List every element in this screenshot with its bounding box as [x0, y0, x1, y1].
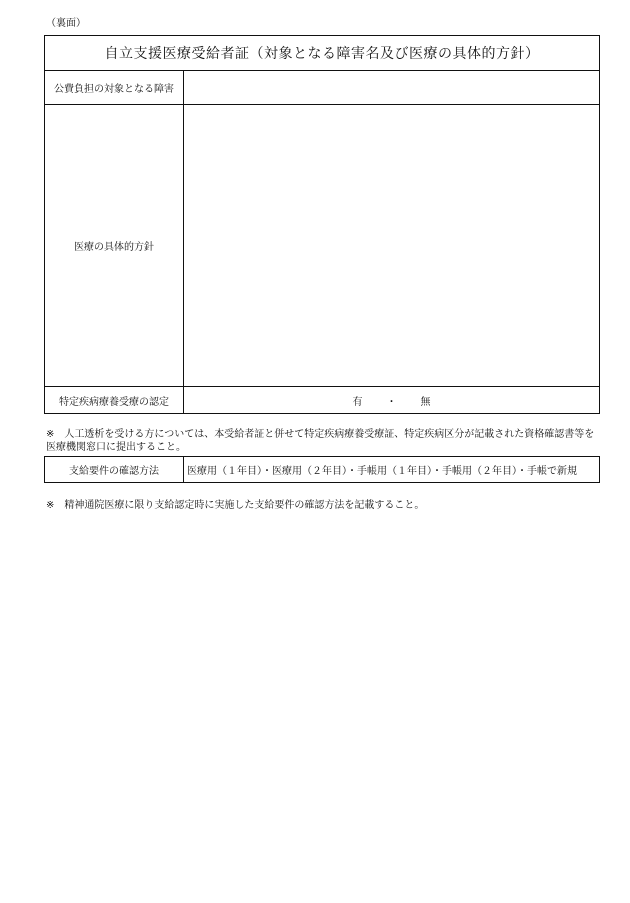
- table-row-treatment-policy: [45, 105, 599, 387]
- disability-label: 公費負担の対象となる障害: [45, 70, 184, 104]
- table-title: 自立支援医療受給者証（対象となる障害名及び医療の具体的方針）: [45, 36, 599, 71]
- dialysis-note: [46, 428, 602, 454]
- confirmation-method-label: 支給要件の確認方法: [45, 457, 184, 482]
- table-row-disability: [45, 70, 599, 105]
- specific-disease-label: 特定疾病療養受療の認定: [45, 387, 184, 413]
- yes-no-choice: [353, 393, 431, 408]
- treatment-policy-value: [184, 105, 599, 386]
- psychiatric-note: [46, 499, 424, 512]
- no-option: 無: [420, 396, 431, 408]
- specific-disease-value: [184, 387, 599, 413]
- table-row-specific-disease: [45, 387, 599, 413]
- disability-value: [184, 70, 599, 104]
- note-mark: ※: [46, 429, 55, 440]
- yes-option: 有: [352, 396, 363, 408]
- treatment-policy-label: 医療の具体的方針: [45, 105, 184, 386]
- confirmation-method-value: 医療用（１年目）・医療用（２年目）・手帳用（１年目）・手帳用（２年目）・手帳で新規: [187, 466, 577, 477]
- confirmation-method-table: [44, 456, 600, 483]
- choice-separator: ・: [386, 396, 397, 408]
- psychiatric-note-text: 精神通院医療に限り支給認定時に実施した支給要件の確認方法を記載すること。: [64, 500, 425, 511]
- dialysis-note-text: 人工透析を受ける方については、本受給者証と併せて特定疾病療養受療証、特定疾病区分が記載された資格確認書等を: [64, 429, 595, 440]
- note-mark: ※: [46, 500, 55, 511]
- dialysis-note-text-2: 医療機関窓口に提出すること。: [46, 442, 186, 453]
- certificate-table: [44, 35, 600, 414]
- reverse-side-label: （裏面）: [46, 18, 86, 29]
